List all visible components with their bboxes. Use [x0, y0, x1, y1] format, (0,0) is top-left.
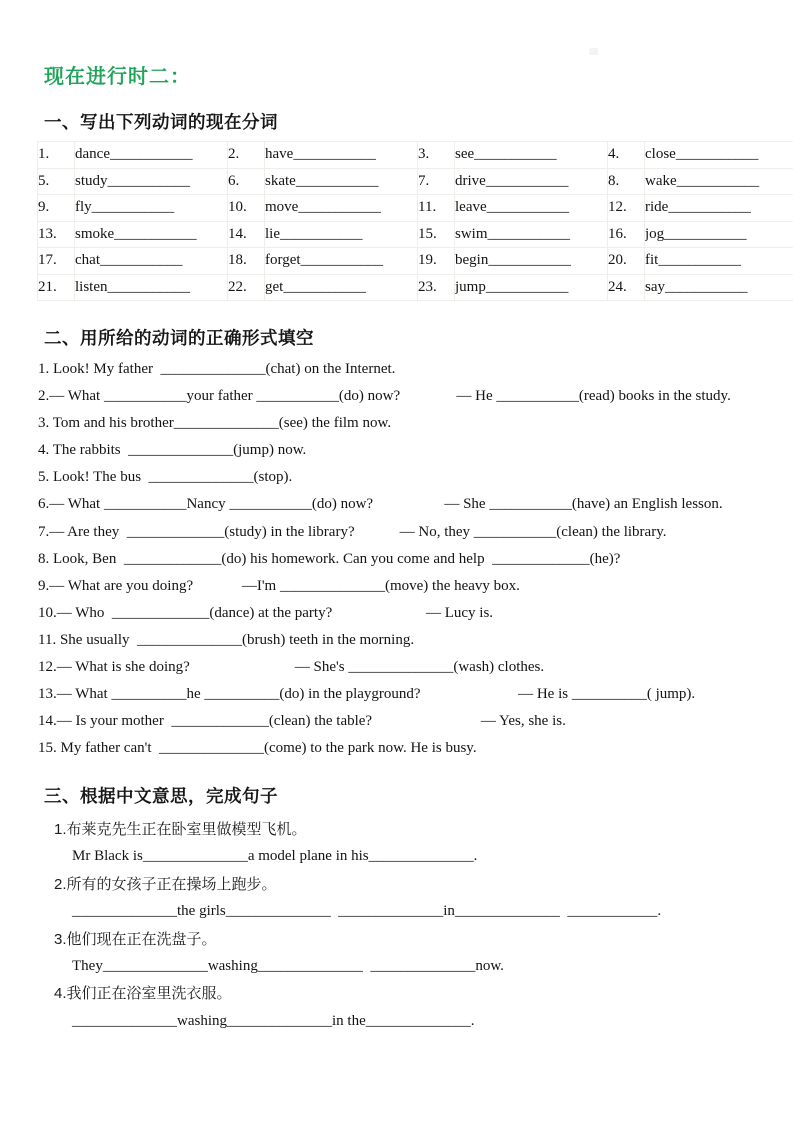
section3-items — [54, 816, 661, 1035]
section2-heading: 二、用所给的动词的正确形式填空 — [44, 328, 314, 348]
english-answer-line: ______________the girls______________ ______________in______________ ____________. — [72, 903, 662, 920]
section2-sentences — [38, 356, 731, 762]
verb-with-blank: leave___________ — [455, 195, 608, 222]
stray-mark — [589, 48, 598, 55]
verb-with-blank: smoke___________ — [75, 221, 228, 248]
item-number: 8. — [608, 168, 645, 195]
translation-item — [54, 926, 661, 981]
verb-with-blank: begin___________ — [455, 248, 608, 275]
item-number: 19. — [418, 248, 455, 275]
sentence-line: 12.— What is she doing? — She's ______________(wash) clothes. — [38, 659, 545, 676]
verb-with-blank: listen___________ — [75, 274, 228, 301]
verb-with-blank: swim___________ — [455, 221, 608, 248]
table-row — [38, 221, 793, 248]
sentence-line: 6.— What ___________Nancy ___________(do) now? — She ___________(have) an English lesson. — [38, 496, 723, 513]
verb-with-blank: drive___________ — [455, 168, 608, 195]
sentence-line: 3. Tom and his brother______________(see) the film now. — [38, 415, 392, 432]
item-number: 2. — [228, 142, 265, 169]
table-row — [38, 142, 793, 169]
translation-item — [54, 980, 661, 1035]
chinese-prompt: 2.所有的女孩子正在操场上跑步。 — [54, 875, 277, 893]
verb-with-blank: ride___________ — [645, 195, 793, 222]
item-number: 7. — [418, 168, 455, 195]
section1-heading: 一、写出下列动词的现在分词 — [44, 112, 278, 132]
item-number: 24. — [608, 274, 645, 301]
item-number: 5. — [38, 168, 75, 195]
verb-with-blank: lie___________ — [265, 221, 418, 248]
english-answer-line: ______________washing______________in the______________. — [72, 1012, 475, 1029]
sentence-line: 13.— What __________he __________(do) in the playground? — He is __________( jump). — [38, 686, 696, 703]
item-number: 22. — [228, 274, 265, 301]
sentence-line: 5. Look! The bus ______________(stop). — [38, 469, 293, 486]
verb-with-blank: jump___________ — [455, 274, 608, 301]
chinese-prompt: 1.布莱克先生正在卧室里做模型飞机。 — [54, 821, 307, 838]
verb-table — [37, 141, 793, 301]
sentence-line: 2.— What ___________your father ___________(do) now? — He ___________(read) books in the study. — [38, 388, 731, 405]
sentence-line: 14.— Is your mother _____________(clean) the table? — Yes, she is. — [38, 713, 566, 730]
sentence-line: 9.— What are you doing? —I'm ______________(move) the heavy box. — [38, 577, 520, 594]
verb-with-blank: study___________ — [75, 168, 228, 195]
item-number: 14. — [228, 221, 265, 248]
english-answer-line: Mr Black is______________a model plane in his______________. — [72, 848, 478, 865]
english-answer-line: They______________washing______________ ______________now. — [72, 957, 504, 974]
verb-with-blank: see___________ — [455, 142, 608, 169]
item-number: 1. — [38, 142, 75, 169]
sentence-line: 15. My father can't ______________(come) to the park now. He is busy. — [38, 740, 477, 757]
verb-with-blank: dance___________ — [75, 142, 228, 169]
sentence-line: 4. The rabbits ______________(jump) now. — [38, 442, 307, 459]
verb-with-blank: wake___________ — [645, 168, 793, 195]
verb-with-blank: have___________ — [265, 142, 418, 169]
item-number: 18. — [228, 248, 265, 275]
item-number: 16. — [608, 221, 645, 248]
sentence-line: 10.— Who _____________(dance) at the party? — Lucy is. — [38, 604, 494, 621]
item-number: 17. — [38, 248, 75, 275]
item-number: 11. — [418, 195, 455, 222]
translation-item — [54, 816, 661, 871]
table-row — [38, 248, 793, 275]
verb-with-blank: get___________ — [265, 274, 418, 301]
verb-with-blank: say___________ — [645, 274, 793, 301]
table-row — [38, 195, 793, 222]
verb-with-blank: close___________ — [645, 142, 793, 169]
item-number: 9. — [38, 195, 75, 222]
sentence-line: 8. Look, Ben _____________(do) his homework. Can you come and help _____________(he)? — [38, 550, 621, 567]
verb-with-blank: forget___________ — [265, 248, 418, 275]
verb-with-blank: jog___________ — [645, 221, 793, 248]
sentence-line: 11. She usually ______________(brush) teeth in the morning. — [38, 631, 415, 648]
section3-heading: 三、根据中文意思，完成句子 — [44, 786, 278, 806]
chinese-prompt: 4.我们正在浴室里洗衣服。 — [54, 985, 232, 1003]
item-number: 10. — [228, 195, 265, 222]
item-number: 6. — [228, 168, 265, 195]
chinese-prompt: 3.他们现在正在洗盘子。 — [54, 930, 217, 948]
verb-with-blank: fit___________ — [645, 248, 793, 275]
translation-item — [54, 871, 661, 926]
verb-with-blank: move___________ — [265, 195, 418, 222]
sentence-line: 7.— Are they _____________(study) in the library? — No, they ___________(clean) the library. — [38, 523, 667, 540]
verb-with-blank: fly___________ — [75, 195, 228, 222]
table-row — [38, 274, 793, 301]
item-number: 20. — [608, 248, 645, 275]
item-number: 15. — [418, 221, 455, 248]
verb-with-blank: skate___________ — [265, 168, 418, 195]
sentence-line: 1. Look! My father ______________(chat) on the Internet. — [38, 361, 396, 377]
table-row — [38, 168, 793, 195]
item-number: 13. — [38, 221, 75, 248]
page-title: 现在进行时二： — [44, 66, 191, 88]
item-number: 3. — [418, 142, 455, 169]
item-number: 4. — [608, 142, 645, 169]
item-number: 21. — [38, 274, 75, 301]
verb-with-blank: chat___________ — [75, 248, 228, 275]
item-number: 23. — [418, 274, 455, 301]
item-number: 12. — [608, 195, 645, 222]
